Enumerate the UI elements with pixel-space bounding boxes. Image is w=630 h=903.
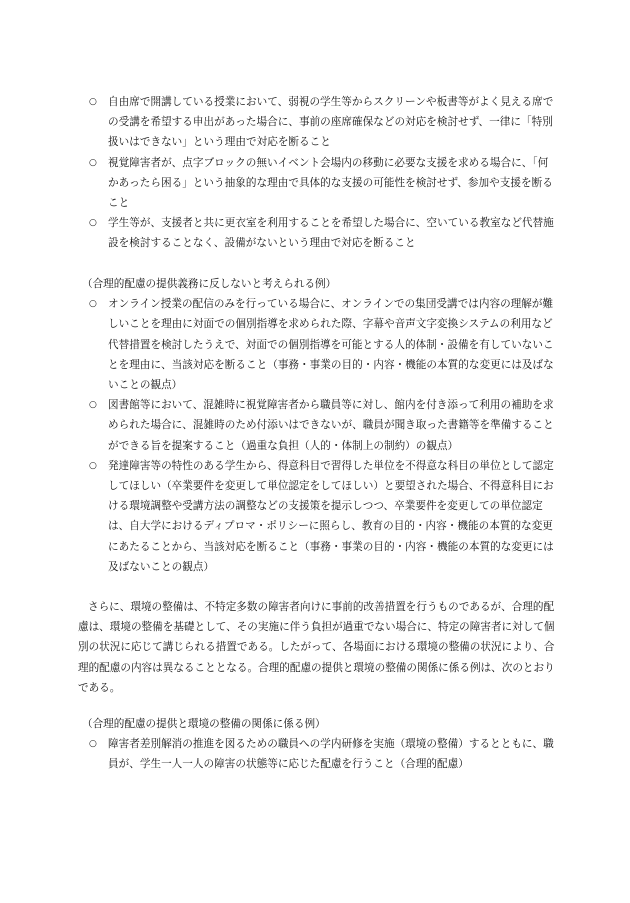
list-item-text: 図書館等において、混雑時に視覚障害者から職員等に対し、館内を付き添って利用の補助を求められた場合に、混雑時のため付添いはできないが、職員が聞き取った書籍等を準備することができる旨を提案すること（過重な負担（人的・体制上の制約）の観点） xyxy=(108,399,554,452)
body-paragraph: さらに、環境の整備は、不特定多数の障害者向けに事前的改善措置を行うものであるが、合理的配慮は、環境の整備を基礎として、その実施に伴う負担が過重でない場合に、特定の障害者に対して個別の状況に応じて講じられる措置である。したがって、各場面における環境の整備の状況により、合理的配慮の内容は異なることとなる。合理的配慮の提供と環境の整備の関係に係る例は、次のとおりである。 xyxy=(78,601,555,694)
environment-paragraph xyxy=(78,597,558,698)
list-item-text: 学生等が、支援者と共に更衣室を利用することを希望した場合に、空いている教室など代替施設を検討することなく、設備がないという理由で対応を断ること xyxy=(108,217,554,250)
list-item-text: 発達障害等の特性のある学生から、得意科目で習得した単位を不得意な科目の単位として認定してほしい（卒業要件を変更して単位認定をしてほしい）と要望された場合、不得意科目における環境調整や受講方法の調整などの支援策を提示しつつ、卒業要件を変更しての単位認定は、自大学におけるディプロマ・ポリシーに照らし、教育の目的・内容・機能の本質的な変更にあたることから、当該対応を断ること（事務・事業の目的・内容・機能の本質的な変更には及ばないことの観点） xyxy=(108,459,554,573)
list-item xyxy=(78,395,558,456)
bullet-list-2 xyxy=(78,294,558,577)
list-item xyxy=(78,92,558,153)
list-item-text: 視覚障害者が、点字ブロックの無いイベント会場内の移動に必要な支援を求める場合に、「何かあったら困る」という抽象的な理由で具体的な支援の可能性を検討せず、参加や支援を断ること xyxy=(108,156,553,210)
list-item xyxy=(78,734,558,774)
bullet-icon: ○ xyxy=(89,97,97,107)
list-item-text: 障害者差別解消の推進を図るための職員への学内研修を実施（環境の整備）するとともに、職員が、学生一人一人の障害の状態等に応じた配慮を行うこと（合理的配慮） xyxy=(108,738,554,771)
section-heading-non-violation: （合理的配慮の提供義務に反しないと考えられる例） xyxy=(82,278,337,290)
bullet-icon: ○ xyxy=(89,460,97,471)
section-heading-environment: （合理的配慮の提供と環境の整備の関係に係る例） xyxy=(82,718,326,730)
non-violation-section xyxy=(78,274,558,577)
bullet-icon: ○ xyxy=(89,157,97,168)
list-item xyxy=(78,153,558,214)
list-item-text: 自由席で開講している授業において、弱視の学生等からスクリーンや板書等がよく見える席での受講を希望する申出があった場合に、事前の座席確保などの対応を検討せず、一律に「特別扱いはできない」という理由で対応を断ること xyxy=(108,96,554,149)
bullet-icon: ○ xyxy=(89,739,97,750)
list-item xyxy=(78,456,558,577)
bullet-list-3 xyxy=(78,734,558,774)
bullet-icon: ○ xyxy=(89,218,97,229)
list-item xyxy=(78,294,558,395)
bullet-icon: ○ xyxy=(89,299,97,310)
list-item-text: オンライン授業の配信のみを行っている場合に、オンラインでの集団受講では内容の理解が難しいことを理由に対面での個別指導を求められた際、字幕や音声文字変換システムの利用など代替措置を検討したうえで、対面での個別指導を可能とする人的体制・設備を有していないことを理由に、当該対応を断ること（事務・事業の目的・内容・機能の本質的な変更には及ばないことの観点） xyxy=(108,298,554,392)
bullet-icon: ○ xyxy=(89,400,97,411)
bullet-list-1 xyxy=(78,92,558,254)
list-item xyxy=(78,213,558,253)
environment-relation-section xyxy=(78,714,558,775)
unreasonable-refusal-examples xyxy=(78,92,558,254)
